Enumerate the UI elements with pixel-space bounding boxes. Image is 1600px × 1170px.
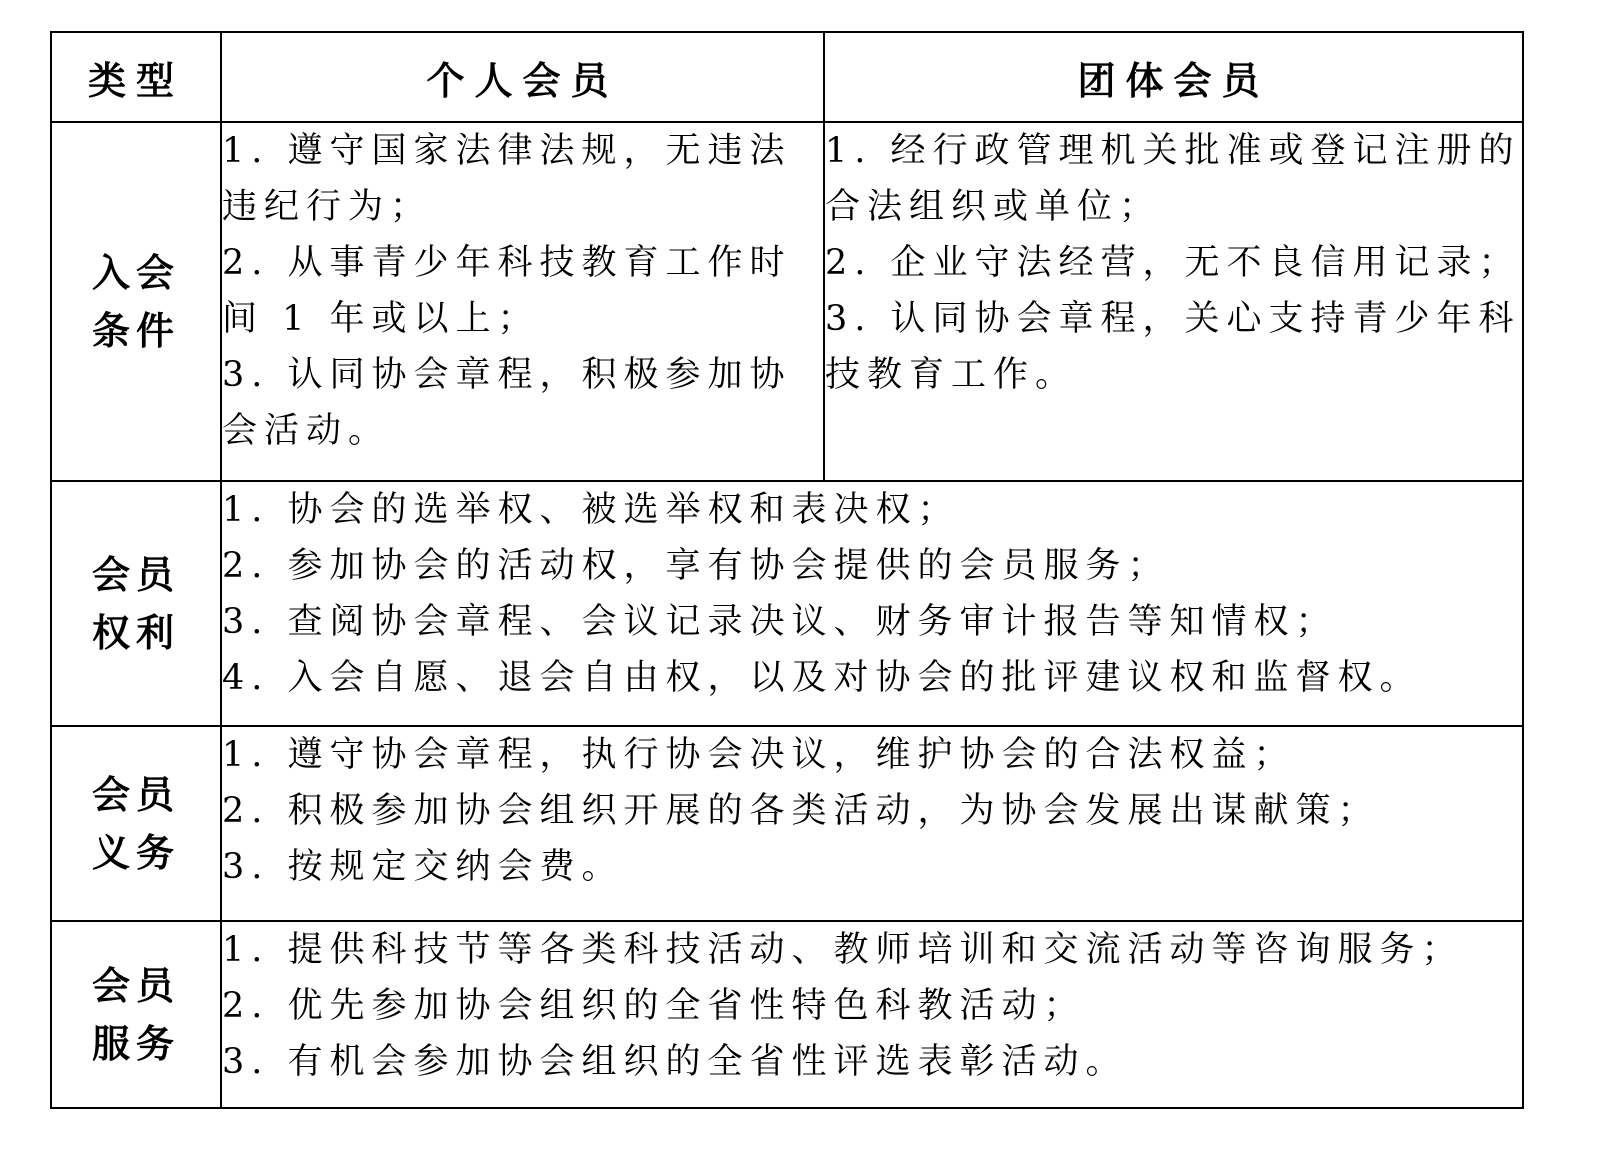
row-member-services [51, 921, 1523, 1108]
label-line-1: 会员 [91, 552, 180, 597]
header-group-member: 团体会员 [824, 32, 1523, 122]
rights-item: 2. 参加协会的活动权，享有协会提供的会员服务； [222, 546, 1170, 586]
label-member-services [51, 921, 221, 1108]
row-member-duties [51, 726, 1523, 921]
member-rights-cell [221, 481, 1523, 726]
header-personal-member: 个人会员 [221, 32, 824, 122]
label-line-1: 会员 [91, 772, 180, 817]
group-condition-item: 2. 企业守法经营，无不良信用记录； [825, 243, 1521, 283]
member-services-cell [221, 921, 1523, 1108]
label-line-2: 条件 [91, 308, 180, 353]
label-membership-conditions [51, 122, 221, 481]
services-item: 1. 提供科技节等各类科技活动、教师培训和交流活动等咨询服务； [222, 930, 1464, 970]
label-line-1: 入会 [91, 250, 180, 295]
personal-condition-item: 2. 从事青少年科技教育工作时间 1 年或以上； [222, 243, 792, 339]
row-membership-conditions [51, 122, 1523, 481]
header-type: 类型 [51, 32, 221, 122]
services-item: 3. 有机会参加协会组织的全省性评选表彰活动。 [222, 1042, 1128, 1082]
membership-table [50, 31, 1524, 1109]
personal-condition-item: 1. 遵守国家法律法规，无违法违纪行为； [222, 131, 792, 227]
services-item: 2. 优先参加协会组织的全省性特色科教活动； [222, 986, 1086, 1026]
row-member-rights [51, 481, 1523, 726]
group-condition-item: 1. 经行政管理机关批准或登记注册的合法组织或单位； [825, 131, 1521, 227]
member-duties-cell [221, 726, 1523, 921]
rights-item: 4. 入会自愿、退会自由权，以及对协会的批评建议权和监督权。 [222, 658, 1422, 698]
label-member-rights [51, 481, 221, 726]
label-line-2: 服务 [91, 1021, 180, 1066]
label-member-duties [51, 726, 221, 921]
duties-item: 3. 按规定交纳会费。 [222, 847, 624, 887]
label-line-2: 义务 [91, 830, 180, 875]
personal-conditions-cell [221, 122, 824, 481]
duties-item: 2. 积极参加协会组织开展的各类活动，为协会发展出谋献策； [222, 791, 1380, 831]
header-row [51, 32, 1523, 122]
label-line-2: 权利 [91, 610, 180, 655]
group-condition-item: 3. 认同协会章程，关心支持青少年科技教育工作。 [825, 299, 1521, 395]
group-conditions-cell [824, 122, 1523, 481]
rights-item: 1. 协会的选举权、被选举权和表决权； [222, 490, 960, 530]
rights-item: 3. 查阅协会章程、会议记录决议、财务审计报告等知情权； [222, 602, 1338, 642]
duties-item: 1. 遵守协会章程，执行协会决议，维护协会的合法权益； [222, 735, 1296, 775]
label-line-1: 会员 [91, 963, 180, 1008]
personal-condition-item: 3. 认同协会章程，积极参加协会活动。 [222, 355, 792, 451]
